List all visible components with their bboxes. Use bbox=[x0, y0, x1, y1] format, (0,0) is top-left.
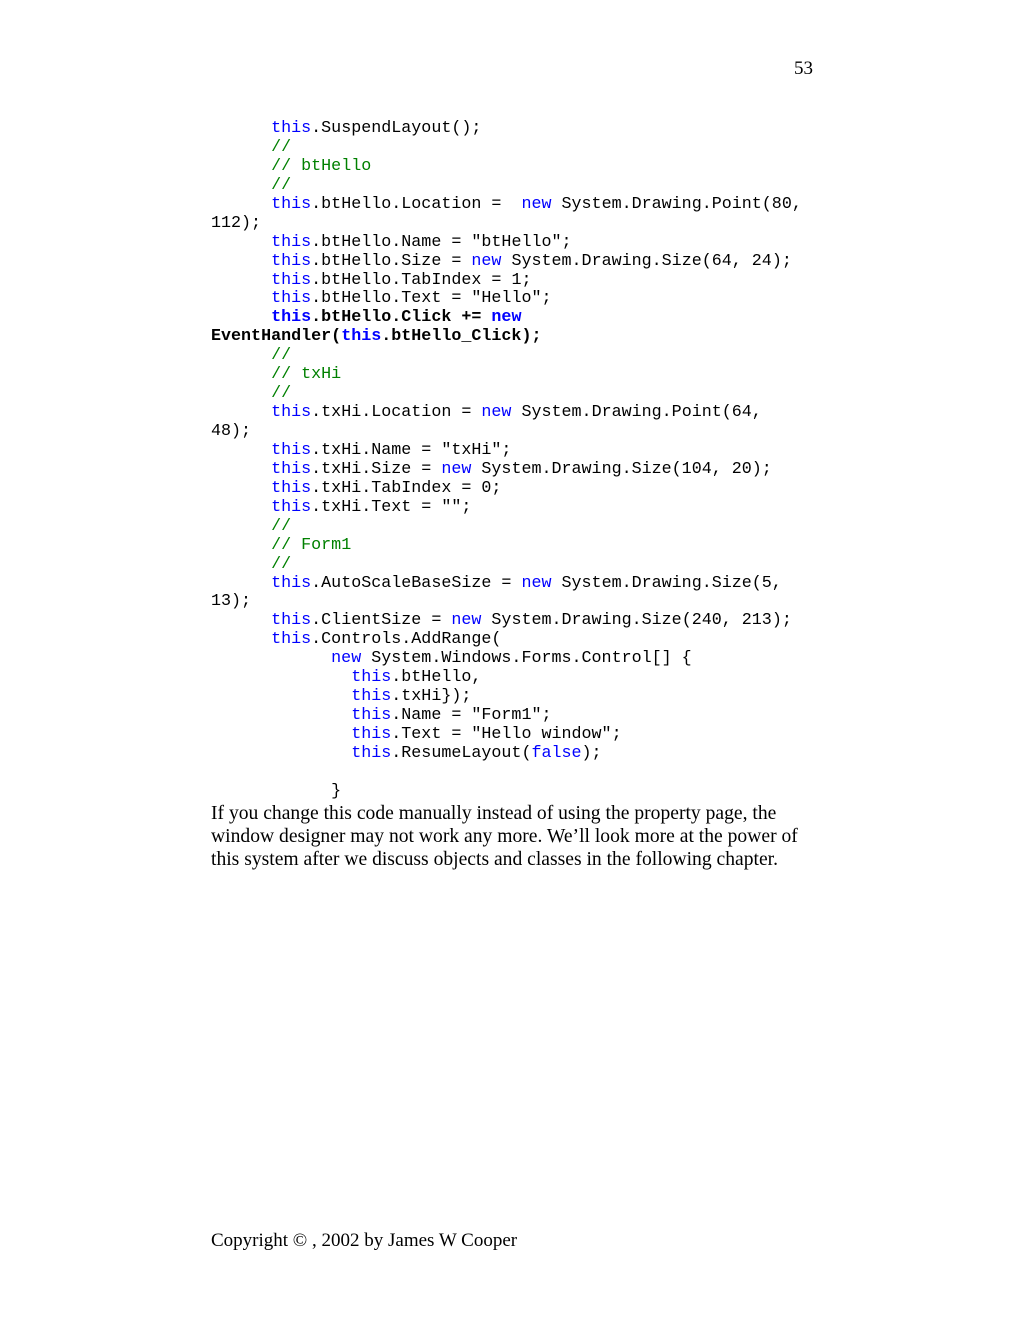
code-line bbox=[211, 745, 802, 764]
code-text bbox=[211, 668, 351, 687]
copyright-footer: Copyright © , 2002 by James W Cooper bbox=[211, 1230, 518, 1251]
code-line bbox=[211, 537, 802, 556]
code-text bbox=[211, 289, 271, 308]
code-text bbox=[211, 119, 271, 138]
code-line bbox=[211, 650, 802, 669]
code-text: .btHello.Location = bbox=[311, 194, 522, 214]
code-text bbox=[211, 687, 351, 706]
code-keyword: this bbox=[271, 403, 312, 423]
code-line bbox=[211, 347, 802, 366]
code-text bbox=[211, 479, 271, 498]
code-line bbox=[211, 196, 802, 215]
code-comment: // bbox=[271, 137, 292, 157]
code-text bbox=[211, 498, 271, 517]
code-text: System.Drawing.Size(104, 20); bbox=[471, 459, 772, 479]
code-text: .ClientSize = bbox=[311, 611, 452, 631]
code-text bbox=[211, 744, 351, 763]
code-keyword: new bbox=[441, 459, 472, 479]
code-comment: // bbox=[271, 516, 292, 536]
code-keyword: this bbox=[271, 289, 312, 309]
code-text: .txHi}); bbox=[391, 687, 472, 707]
code-line bbox=[211, 631, 802, 650]
code-keyword: this bbox=[271, 308, 312, 328]
code-keyword: this bbox=[271, 251, 312, 271]
code-text: .txHi.Text = ""; bbox=[311, 497, 472, 517]
code-line bbox=[211, 688, 802, 707]
code-keyword: new bbox=[451, 611, 482, 631]
code-text: .btHello.Click += bbox=[311, 308, 492, 328]
code-line bbox=[211, 707, 802, 726]
code-text bbox=[211, 157, 271, 176]
code-keyword: new bbox=[521, 573, 552, 593]
code-keyword: this bbox=[351, 706, 392, 726]
code-text: .SuspendLayout(); bbox=[311, 119, 482, 138]
code-text bbox=[211, 233, 271, 252]
code-line bbox=[211, 764, 802, 783]
code-text bbox=[211, 649, 331, 668]
code-text bbox=[211, 460, 271, 479]
code-keyword: new bbox=[481, 403, 512, 423]
code-line bbox=[211, 290, 802, 309]
code-text: .btHello_Click); bbox=[381, 327, 542, 347]
code-text: EventHandler( bbox=[211, 327, 342, 347]
code-line bbox=[211, 404, 802, 423]
code-line bbox=[211, 575, 802, 594]
code-line bbox=[211, 215, 802, 234]
code-text: .btHello.Size = bbox=[311, 251, 472, 271]
code-text: 48); bbox=[211, 422, 252, 441]
code-text bbox=[211, 555, 271, 574]
code-keyword: this bbox=[271, 194, 312, 214]
code-text: System.Drawing.Point(64, bbox=[511, 403, 762, 423]
code-keyword: false bbox=[531, 743, 582, 763]
code-keyword: new bbox=[331, 649, 362, 669]
code-line bbox=[211, 518, 802, 537]
code-line bbox=[211, 593, 802, 612]
code-text bbox=[211, 308, 271, 327]
code-line bbox=[211, 480, 802, 499]
code-line bbox=[211, 423, 802, 442]
code-keyword: new bbox=[471, 251, 502, 271]
code-text bbox=[211, 706, 351, 725]
code-line bbox=[211, 234, 802, 253]
code-line bbox=[211, 612, 802, 631]
code-text: System.Drawing.Size(64, 24); bbox=[501, 251, 792, 271]
code-comment: // bbox=[271, 175, 292, 195]
code-text bbox=[211, 441, 271, 460]
code-text: .Name = "Form1"; bbox=[391, 706, 552, 726]
code-line bbox=[211, 783, 802, 802]
code-text bbox=[211, 271, 271, 290]
body-paragraph: If you change this code manually instead of using the property page, the window designer may not work any more. We’ll look more at the power of this system after we discuss objects and classes in the following chapter. bbox=[211, 803, 798, 870]
code-text: .ResumeLayout( bbox=[391, 743, 532, 763]
code-keyword: this bbox=[351, 687, 392, 707]
code-text bbox=[211, 252, 271, 271]
code-text: .txHi.Location = bbox=[311, 403, 482, 423]
code-text: System.Drawing.Size(240, 213); bbox=[481, 611, 792, 631]
code-text: .Controls.AddRange( bbox=[311, 630, 502, 650]
code-text: System.Drawing.Point(80, bbox=[551, 194, 802, 214]
code-keyword: this bbox=[271, 611, 312, 631]
code-text bbox=[211, 725, 351, 744]
code-keyword: this bbox=[271, 478, 312, 498]
code-comment: // bbox=[271, 554, 292, 574]
code-text bbox=[211, 517, 271, 536]
code-keyword: this bbox=[271, 630, 312, 650]
code-line bbox=[211, 461, 802, 480]
code-text bbox=[211, 138, 271, 157]
code-comment: // btHello bbox=[271, 156, 372, 176]
code-text bbox=[211, 346, 271, 365]
code-comment: // txHi bbox=[271, 365, 342, 385]
code-text: 13); bbox=[211, 592, 252, 612]
code-line bbox=[211, 177, 802, 196]
code-text bbox=[211, 176, 271, 195]
code-line bbox=[211, 272, 802, 291]
code-text: .txHi.Name = "txHi"; bbox=[311, 440, 512, 460]
code-line bbox=[211, 253, 802, 272]
code-text: ); bbox=[581, 743, 602, 763]
code-line bbox=[211, 669, 802, 688]
code-text bbox=[211, 536, 271, 555]
code-keyword: this bbox=[271, 232, 312, 252]
code-text bbox=[211, 195, 271, 214]
code-text bbox=[211, 630, 271, 649]
code-text bbox=[211, 574, 271, 593]
code-line bbox=[211, 726, 802, 745]
code-listing bbox=[211, 120, 802, 802]
code-text: .btHello.Text = "Hello"; bbox=[311, 289, 552, 309]
code-keyword: this bbox=[271, 573, 312, 593]
code-keyword: new bbox=[521, 194, 552, 214]
code-line bbox=[211, 442, 802, 461]
code-text: .txHi.TabIndex = 0; bbox=[311, 478, 502, 498]
code-line bbox=[211, 158, 802, 177]
code-keyword: this bbox=[271, 459, 312, 479]
code-text: .btHello.TabIndex = 1; bbox=[311, 270, 532, 290]
code-text bbox=[211, 384, 271, 403]
code-text: .txHi.Size = bbox=[311, 459, 442, 479]
code-keyword: this bbox=[271, 270, 312, 290]
code-comment: // bbox=[271, 384, 292, 404]
code-keyword: new bbox=[491, 308, 522, 328]
code-line bbox=[211, 139, 802, 158]
code-keyword: this bbox=[351, 743, 392, 763]
code-text: } bbox=[211, 781, 342, 801]
code-comment: // Form1 bbox=[271, 535, 352, 555]
code-comment: // bbox=[271, 346, 292, 366]
code-text bbox=[211, 403, 271, 422]
code-keyword: this bbox=[351, 725, 392, 744]
code-text bbox=[211, 611, 271, 630]
code-line bbox=[211, 499, 802, 518]
page-number: 53 bbox=[794, 58, 813, 79]
code-text: 112); bbox=[211, 213, 262, 233]
code-text: System.Windows.Forms.Control[] { bbox=[361, 649, 692, 669]
code-text: .AutoScaleBaseSize = bbox=[311, 573, 522, 593]
code-line bbox=[211, 385, 802, 404]
code-keyword: this bbox=[271, 440, 312, 460]
code-keyword: this bbox=[271, 119, 312, 138]
code-text bbox=[211, 365, 271, 384]
code-line bbox=[211, 328, 802, 347]
code-line bbox=[211, 366, 802, 385]
code-line bbox=[211, 120, 802, 139]
code-line bbox=[211, 309, 802, 328]
code-text: .btHello.Name = "btHello"; bbox=[311, 232, 572, 252]
code-text: .btHello, bbox=[391, 668, 482, 688]
code-text: .Text = "Hello window"; bbox=[391, 725, 622, 744]
code-line bbox=[211, 556, 802, 575]
code-keyword: this bbox=[271, 497, 312, 517]
code-keyword: this bbox=[351, 668, 392, 688]
code-text: System.Drawing.Size(5, bbox=[551, 573, 782, 593]
code-keyword: this bbox=[341, 327, 382, 347]
